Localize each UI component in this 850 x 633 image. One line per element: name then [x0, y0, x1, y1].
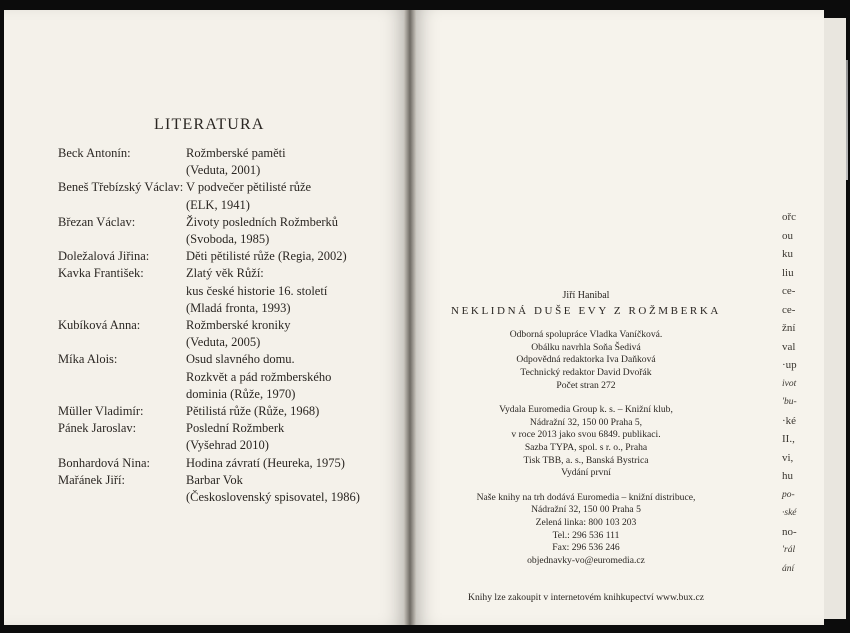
distribution-line: Nádražní 32, 150 00 Praha 5: [531, 504, 641, 516]
bibliography-entry: [58, 420, 360, 454]
entry-work-line: Rozkvět a pád rožmberského: [186, 369, 332, 384]
underlying-page: [824, 18, 846, 619]
entry-work-line: dominia (Růže, 1970): [186, 386, 296, 401]
publisher-line: Vydání první: [561, 467, 611, 479]
credit-line: Technický redaktor David Dvořák: [520, 366, 652, 378]
credit-line: Odpovědná redaktorka Iva Daňková: [516, 354, 656, 366]
bibliography-entry: [58, 248, 360, 265]
bleed-fragment: ání: [782, 563, 795, 574]
entry-work-line: Hodina závratí (Heureka, 1975): [186, 455, 345, 470]
entry-work-line: (Vyšehrad 2010): [186, 438, 269, 453]
publisher-line: Vydala Euromedia Group k. s. – Knižní klub,: [499, 404, 673, 416]
entry-author: Doležalová Jiřina:: [58, 249, 150, 264]
entry-author: Beneš Třebízský Václav:: [58, 180, 184, 195]
bibliography-list: [58, 145, 360, 506]
entry-work-line: Osud slavného domu.: [186, 352, 295, 367]
bleed-fragment: ořc: [782, 211, 797, 223]
bibliography-entry: [58, 472, 360, 506]
bleed-fragment: no-: [782, 525, 797, 538]
distribution-line: Zelená linka: 800 103 203: [535, 516, 637, 528]
bleed-fragment: ce-: [782, 285, 796, 297]
bleed-fragment: žní: [782, 322, 796, 334]
entry-work-line: (Veduta, 2001): [186, 163, 261, 178]
entry-author: Míka Alois:: [58, 352, 118, 367]
entry-work-line: V podvečer pětilisté růže: [186, 180, 312, 195]
bleed-fragment: ·ké: [782, 414, 797, 427]
entry-author: Kavka František:: [58, 266, 144, 281]
entry-work-line: Životy posledních Rožmberků: [186, 214, 339, 229]
entry-work-line: kus české historie 16. století: [186, 283, 328, 298]
bleed-fragment: ce-: [782, 303, 796, 316]
entry-author: Bonhardová Nina:: [58, 455, 150, 470]
entry-author: Kubíková Anna:: [58, 318, 141, 333]
bibliography-entry: [58, 179, 360, 213]
entry-work-line: Poslední Rožmberk: [186, 421, 285, 436]
imprint-block: [412, 290, 760, 567]
bleed-fragment: vi,: [782, 451, 794, 464]
entry-work-line: Barbar Vok: [186, 472, 243, 487]
bibliography-entry: [58, 317, 360, 351]
bleed-fragment: po-: [782, 489, 795, 500]
distribution-line: Fax: 296 536 246: [552, 542, 620, 554]
bleed-fragment: liu: [782, 266, 794, 279]
shop-note: Knihy lze zakoupit v internetovém knihkupectví www.bux.cz: [468, 592, 704, 603]
imprint-book-title: NEKLIDNÁ DUŠE EVY Z ROŽMBERKA: [451, 304, 721, 317]
distribution-line: Naše knihy na trh dodává Euromedia – knižní distribuce,: [476, 491, 696, 503]
entry-author: Müller Vladimír:: [58, 404, 144, 419]
bleed-fragment: hu: [782, 470, 793, 482]
bleed-fragment: ·up: [782, 359, 797, 371]
entry-work-line: (Mladá fronta, 1993): [186, 300, 291, 315]
entry-work-line: (Československý spisovatel, 1986): [186, 490, 360, 505]
bleed-fragment: ou: [782, 229, 793, 242]
distribution-info: [412, 492, 760, 568]
entry-work-line: Pětilistá růže (Růže, 1968): [186, 404, 320, 419]
entry-work-line: Rožmberské paměti: [186, 146, 286, 160]
bleed-fragment: val: [782, 340, 796, 353]
bleed-fragment: 'rál: [782, 545, 796, 555]
literature-heading: LITERATURA: [154, 116, 265, 133]
bleed-through-text: [782, 208, 822, 578]
bibliography-entry: [58, 265, 360, 317]
bibliography-entry: [58, 455, 360, 472]
publisher-line: Nádražní 32, 150 00 Praha 5,: [529, 416, 643, 428]
distribution-line: objednavky-vo@euromedia.cz: [527, 554, 645, 566]
entry-author: Březan Václav:: [58, 214, 136, 229]
distribution-line: Tel.: 296 536 111: [552, 529, 620, 541]
bibliography-entry: [58, 351, 360, 403]
bleed-fragment: II.,: [782, 433, 795, 445]
entry-work-line: Rožmberské kroniky: [186, 318, 291, 333]
imprint-author: Jiří Hanibal: [562, 290, 610, 301]
entry-author: Mařánek Jiří:: [58, 472, 125, 487]
publisher-line: v roce 2013 jako svou 6849. publikaci.: [511, 429, 661, 441]
publisher-line: Tisk TBB, a. s., Banská Bystrica: [523, 454, 649, 466]
entry-author: Pánek Jaroslav:: [58, 421, 137, 436]
entry-work-line: (Veduta, 2005): [186, 335, 261, 350]
credit-line: Odborná spolupráce Vladka Vaníčková.: [509, 329, 663, 341]
bleed-fragment: 'bu-: [782, 397, 797, 407]
entry-author: Beck Antonín:: [58, 146, 131, 160]
publisher-line: Sazba TYPA, spol. s r. o., Praha: [524, 441, 648, 453]
entry-work-line: (ELK, 1941): [186, 197, 250, 212]
bibliography-entry: [58, 403, 360, 420]
entry-work-line: Děti pětilisté růže (Regia, 2002): [186, 249, 347, 264]
credit-line: Počet stran 272: [556, 379, 616, 391]
credit-line: Obálku navrhla Soňa Šedivá: [531, 341, 641, 353]
bleed-fragment: ·ské: [782, 508, 797, 518]
entry-work-line: Zlatý věk Růží:: [186, 266, 264, 281]
credits-list: [412, 329, 760, 392]
entry-work-line: (Svoboda, 1985): [186, 232, 270, 247]
bleed-fragment: ivot: [782, 378, 797, 389]
bleed-fragment: ku: [782, 248, 793, 260]
bibliography-entry: [58, 214, 360, 248]
publisher-info: [412, 404, 760, 480]
bibliography-entry: [58, 145, 360, 179]
